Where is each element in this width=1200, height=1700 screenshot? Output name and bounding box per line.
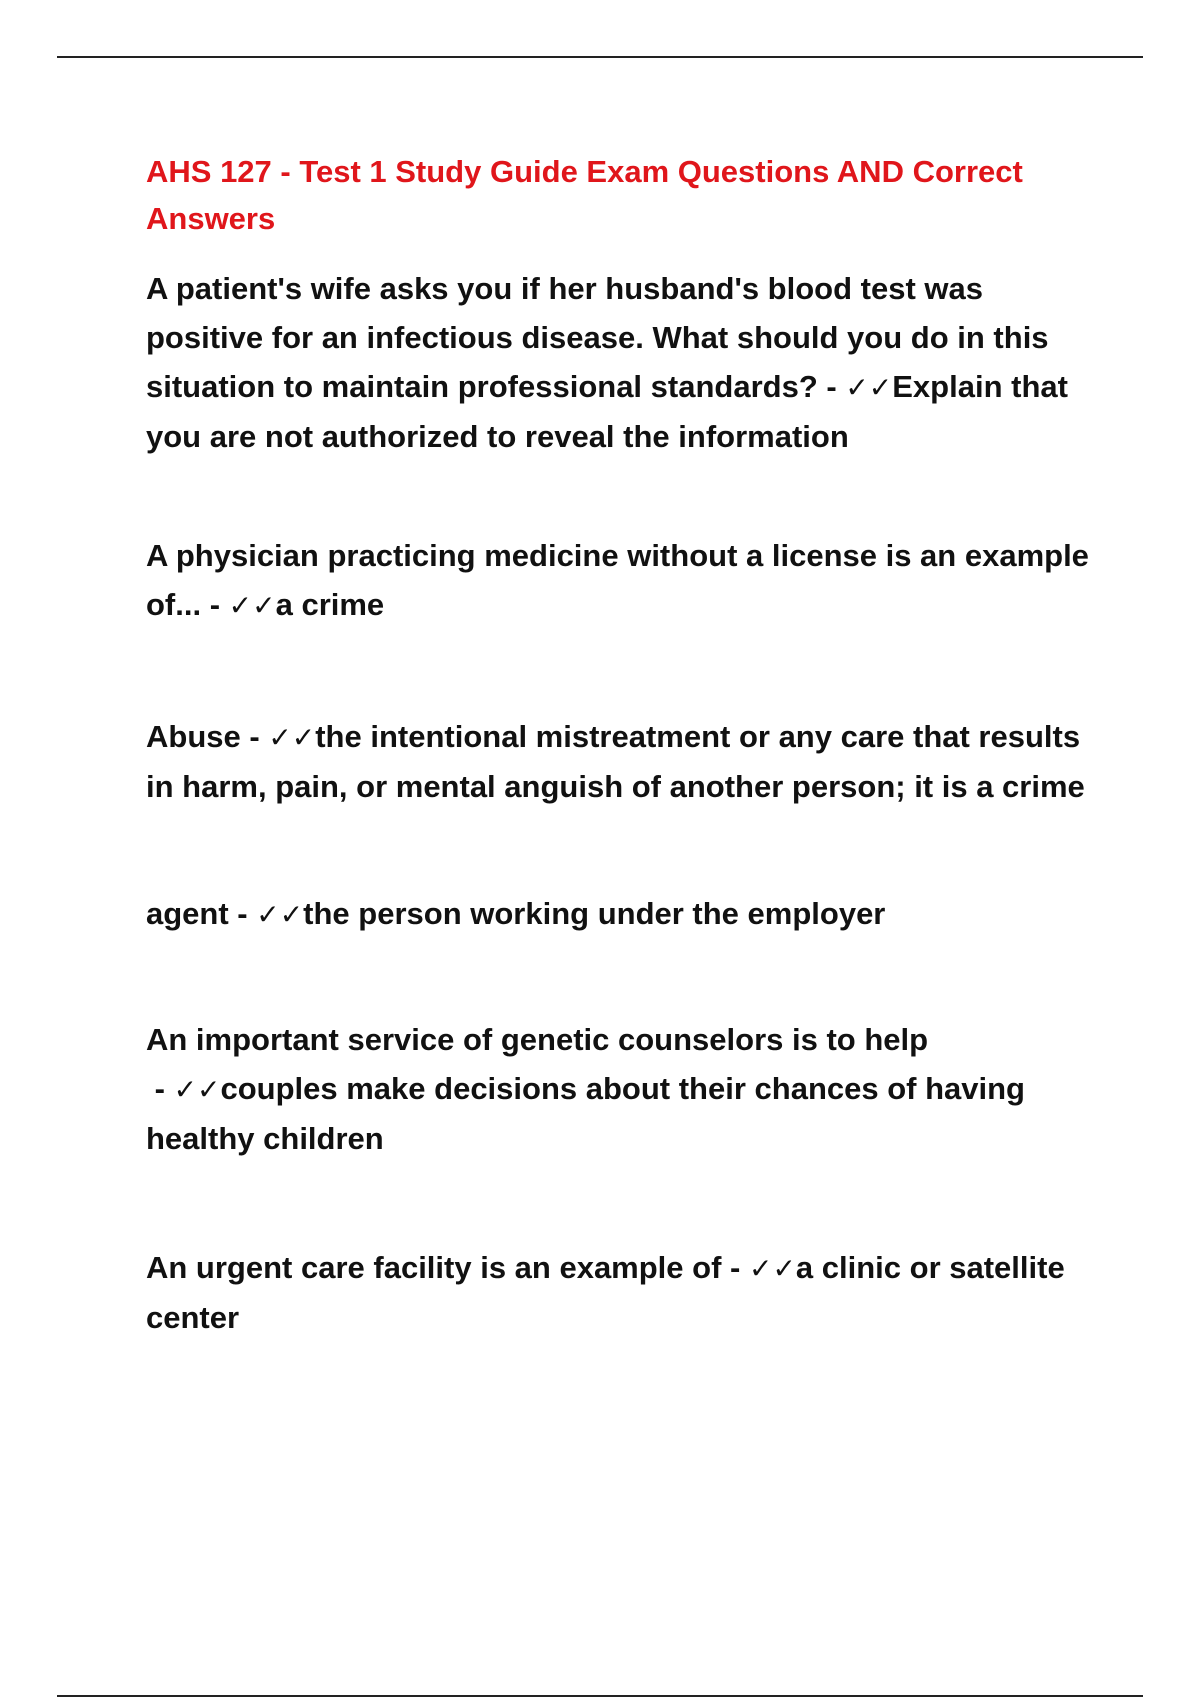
- answer-text: a crime: [275, 587, 385, 622]
- double-check-icon: ✓✓: [173, 1073, 221, 1106]
- answer-text: Explain that you are not authorized to reveal the information: [146, 369, 1068, 454]
- answer-text: the person working under the employer: [303, 896, 886, 931]
- separator: -: [817, 369, 846, 404]
- answer-text: a clinic or satellite center: [146, 1250, 1065, 1335]
- qa-item: [146, 1243, 1096, 1342]
- document-body: [146, 148, 1096, 1342]
- double-check-icon: ✓✓: [748, 1252, 796, 1285]
- question-text: agent: [146, 896, 229, 931]
- question-text: An urgent care facility is an example of: [146, 1250, 722, 1285]
- document-title: AHS 127 - Test 1 Study Guide Exam Questions AND Correct Answers: [146, 154, 1023, 236]
- answer-text: couples make decisions about their chances of having healthy children: [146, 1071, 1025, 1156]
- qa-item: [146, 712, 1096, 811]
- separator: -: [721, 1250, 749, 1285]
- question-text: An important service of genetic counselors is to help: [146, 1022, 929, 1057]
- qa-item: [146, 1015, 1096, 1163]
- question-text: A patient's wife asks you if her husband's blood test was positive for an infectious disease. What should you do in this situation to maintain professional standards?: [146, 271, 1049, 404]
- separator: -: [201, 587, 229, 622]
- double-check-icon: ✓✓: [268, 721, 316, 754]
- double-check-icon: ✓✓: [256, 898, 304, 931]
- qa-item: [146, 889, 1096, 939]
- header-rule: [57, 56, 1143, 58]
- footer-rule: [57, 1695, 1143, 1697]
- qa-item: [146, 264, 1096, 461]
- question-text: Abuse: [146, 719, 241, 754]
- double-check-icon: ✓✓: [845, 371, 893, 404]
- qa-item: [146, 531, 1096, 630]
- question-text: A physician practicing medicine without a license is an example of...: [146, 538, 1089, 622]
- answer-text: the intentional mistreatment or any care that results in harm, pain, or mental anguish of another person; it is a crime: [146, 719, 1085, 804]
- double-check-icon: ✓✓: [228, 589, 276, 622]
- separator: -: [240, 719, 269, 754]
- separator: -: [228, 896, 257, 931]
- separator: -: [146, 1071, 174, 1106]
